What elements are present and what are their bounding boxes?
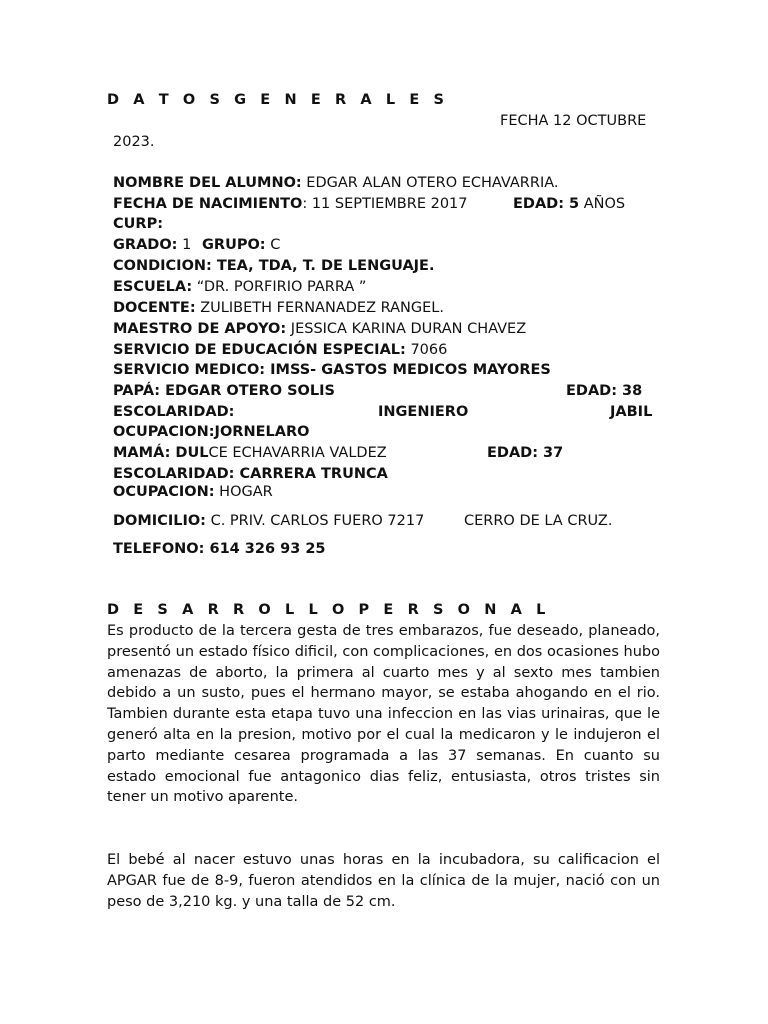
value-grupo: C <box>265 237 281 253</box>
field-grupo <box>202 235 280 255</box>
field-edad-papa: EDAD: 38 <box>566 383 643 399</box>
value-alumno: EDGAR ALAN OTERO ECHAVARRIA. <box>301 175 559 191</box>
value-domicilio: C. PRIV. CARLOS FUERO 7217 <box>210 513 425 529</box>
field-maestro-apoyo <box>113 319 526 339</box>
value-edad-alumno: AÑOS <box>579 196 626 212</box>
field-telefono: TELEFONO: 614 326 93 25 <box>113 541 326 557</box>
field-servicio-educacion <box>113 340 447 360</box>
label-edad-alumno: EDAD: 5 <box>513 196 580 212</box>
field-escuela <box>113 277 366 297</box>
paragraph-desarrollo-2: El bebé al nacer estuvo unas horas en la incubadora, su calificacion el APGAR fue de 8-9, fueron atendidos en la clínica de la mujer, nació con un peso de 3,210 kg. y una talla de 52 cm. <box>107 852 660 910</box>
value-escuela: “DR. PORFIRIO PARRA ” <box>192 279 367 295</box>
value-docente: ZULIBETH FERNANADEZ RANGEL. <box>195 300 444 316</box>
section-title-datos-generales: D A T O S G E N E R A L E S <box>107 92 449 108</box>
field-mama <box>113 443 387 463</box>
field-docente <box>113 298 444 318</box>
field-domicilio <box>113 511 424 531</box>
field-servicio-medico: SERVICIO MEDICO: IMSS- GASTOS MEDICOS MAYORES <box>113 362 551 378</box>
field-alumno <box>113 173 559 193</box>
label-domicilio: DOMICILIO: <box>113 513 206 529</box>
value-empresa-papa: JABIL <box>610 404 653 420</box>
label-curp: CURP: <box>113 216 164 232</box>
value-maestro-apoyo: JESSICA KARINA DURAN CHAVEZ <box>290 321 527 337</box>
label-docente: DOCENTE: <box>113 300 196 316</box>
field-grado <box>113 235 191 255</box>
field-ocupacion-papa: OCUPACION:JORNELARO <box>113 424 310 440</box>
value-ocupacion-mama: HOGAR <box>219 484 273 500</box>
field-nacimiento <box>113 194 468 214</box>
label-nacimiento: FECHA DE NACIMIENTO <box>113 196 303 212</box>
label-mama: MAMÁ: DUL <box>113 445 209 461</box>
section-title-desarrollo-personal: D E S A R R O L L O P E R S O N A L <box>107 602 550 618</box>
value-nacimiento: : 11 SEPTIEMBRE 2017 <box>302 196 468 212</box>
label-ocupacion-mama: OCUPACION: <box>113 484 215 500</box>
date-line-1: FECHA 12 OCTUBRE <box>500 113 647 129</box>
field-condicion: CONDICION: TEA, TDA, T. DE LENGUAJE. <box>113 258 435 274</box>
label-alumno: NOMBRE DEL ALUMNO: <box>113 175 302 191</box>
value-mama: CE ECHAVARRIA VALDEZ <box>208 445 387 461</box>
field-papa: PAPÁ: EDGAR OTERO SOLIS <box>113 383 335 399</box>
label-servicio-educacion: SERVICIO DE EDUCACIÓN ESPECIAL: <box>113 342 406 358</box>
label-maestro-apoyo: MAESTRO DE APOYO: <box>113 321 287 337</box>
date-line-2: 2023. <box>113 134 155 150</box>
label-escuela: ESCUELA: <box>113 279 193 295</box>
value-domicilio-colonia: CERRO DE LA CRUZ. <box>464 513 613 529</box>
value-servicio-educacion: 7066 <box>410 342 448 358</box>
paragraph-desarrollo-1: Es producto de la tercera gesta de tres embarazos, fue deseado, planeado, presentó un estado físico dificil, con complicaciones, en dos ocasiones hubo amenazas de aborto, la primera al cuarto mes y al sexto mes tambien debido a un susto, pues el hermano mayor, se estaba ahogando en el rio. Tambien durante esta etapa tuvo una infeccion en las vias urinairas, que le generó alta en la presion, motivo por el cual la medicaron y le indujeron el parto mediante cesarea programada a las 37 semanas. En cuanto su estado emocional fue antagonico dias feliz, entusiasta, otros tristes sin tener un motivo aparente. <box>107 623 660 806</box>
field-edad-mama: EDAD: 37 <box>487 445 564 461</box>
label-grupo: GRUPO: <box>202 237 266 253</box>
label-grado: GRADO: <box>113 237 178 253</box>
value-escolaridad-papa: INGENIERO <box>378 404 469 420</box>
field-edad-alumno <box>513 194 625 214</box>
field-escolaridad-mama: ESCOLARIDAD: CARRERA TRUNCA <box>113 466 388 482</box>
label-escolaridad-papa: ESCOLARIDAD: <box>113 404 235 420</box>
value-grado: 1 <box>182 237 192 253</box>
field-ocupacion-mama <box>113 482 273 502</box>
